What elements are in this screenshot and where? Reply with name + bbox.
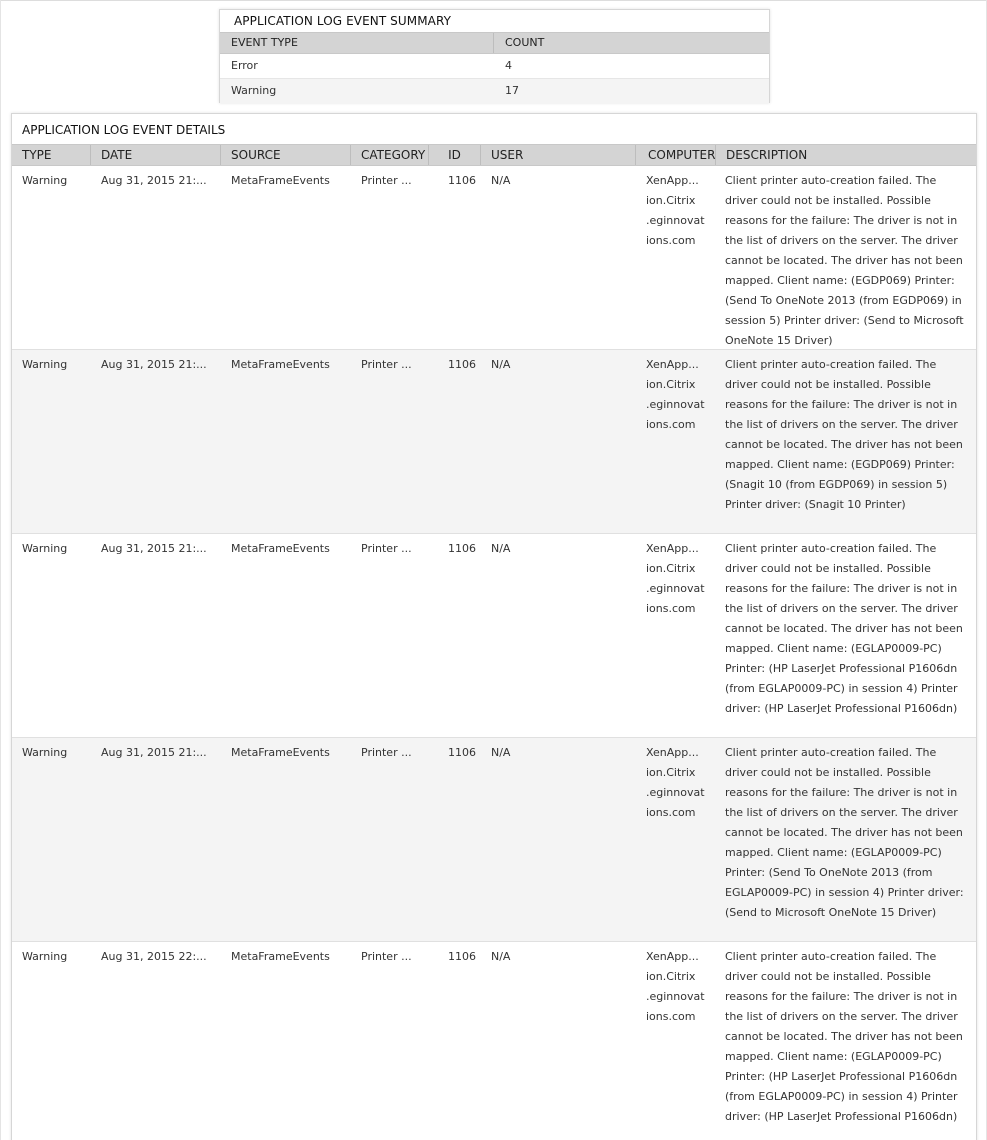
summary-header-event-type[interactable]: EVENT TYPE <box>220 33 494 53</box>
cell-id: 1106 <box>448 950 476 963</box>
header-computer[interactable]: COMPUTER <box>636 145 716 165</box>
computer-line: XenApp... <box>646 950 699 963</box>
computer-line: XenApp... <box>646 746 699 759</box>
table-row[interactable] <box>12 166 976 350</box>
cell-date: Aug 31, 2015 21:... <box>101 358 207 371</box>
header-type[interactable]: TYPE <box>12 145 91 165</box>
cell-user: N/A <box>491 358 511 371</box>
details-header-row <box>12 144 976 166</box>
computer-line: XenApp... <box>646 174 699 187</box>
summary-title: APPLICATION LOG EVENT SUMMARY <box>234 14 452 28</box>
computer-line: XenApp... <box>646 542 699 555</box>
cell-category: Printer ... <box>361 542 412 555</box>
table-row[interactable] <box>12 738 976 942</box>
summary-count: 17 <box>505 84 519 97</box>
top-divider <box>0 0 987 1</box>
header-id[interactable]: ID <box>429 145 481 165</box>
cell-user: N/A <box>491 950 511 963</box>
cell-description: Client printer auto-creation failed. The driver could not be installed. Possible reasons for the failure: The driver is not in the list of drivers on the server. The driver cannot be located. The driver has not been mapped. Client name: (EGLAP0009-PC) Printer: (Send To OneNote 2013 (from EGLAP0009-PC) in session 4) Printer driver: (Send to Microsoft OneNote 15 Driver) <box>725 746 964 919</box>
computer-line: .eginnovat <box>646 214 705 227</box>
cell-id: 1106 <box>448 746 476 759</box>
cell-type: Warning <box>22 358 68 371</box>
details-title: APPLICATION LOG EVENT DETAILS <box>22 123 226 137</box>
computer-line: ion.Citrix <box>646 970 696 983</box>
event-details-panel <box>11 113 977 1140</box>
header-category[interactable]: CATEGORY <box>351 145 429 165</box>
cell-id: 1106 <box>448 358 476 371</box>
cell-type: Warning <box>22 542 68 555</box>
computer-line: .eginnovat <box>646 990 705 1003</box>
header-description[interactable]: DESCRIPTION <box>726 148 808 162</box>
cell-user: N/A <box>491 746 511 759</box>
cell-date: Aug 31, 2015 21:... <box>101 542 207 555</box>
header-date[interactable]: DATE <box>91 145 221 165</box>
cell-user: N/A <box>491 174 511 187</box>
cell-source: MetaFrameEvents <box>231 746 330 759</box>
table-row[interactable] <box>12 534 976 738</box>
cell-date: Aug 31, 2015 22:... <box>101 950 207 963</box>
cell-computer <box>646 355 710 435</box>
summary-header-count[interactable]: COUNT <box>505 36 545 49</box>
left-border <box>0 0 1 1140</box>
cell-description: Client printer auto-creation failed. The driver could not be installed. Possible reasons for the failure: The driver is not in the list of drivers on the server. The driver cannot be located. The driver has not been mapped. Client name: (EGLAP0009-PC) Printer: (HP LaserJet Professional P1606dn (from EGLAP0009-PC) in session 4) Printer driver: (HP LaserJet Professional P1606dn) <box>725 542 963 715</box>
computer-line: ions.com <box>646 806 696 819</box>
cell-description: Client printer auto-creation failed. The driver could not be installed. Possible reasons for the failure: The driver is not in the list of drivers on the server. The driver cannot be located. The driver has not been mapped. Client name: (EGDP069) Printer: (Snagit 10 (from EGDP069) in session 5) Printer driver: (Snagit 10 Printer) <box>725 358 963 511</box>
cell-source: MetaFrameEvents <box>231 358 330 371</box>
cell-category: Printer ... <box>361 174 412 187</box>
cell-description: Client printer auto-creation failed. The driver could not be installed. Possible reasons for the failure: The driver is not in the list of drivers on the server. The driver cannot be located. The driver has not been mapped. Client name: (EGLAP0009-PC) Printer: (HP LaserJet Professional P1606dn (from EGLAP0009-PC) in session 4) Printer driver: (HP LaserJet Professional P1606dn) <box>725 950 963 1123</box>
cell-source: MetaFrameEvents <box>231 950 330 963</box>
computer-line: ions.com <box>646 418 696 431</box>
cell-type: Warning <box>22 174 68 187</box>
cell-type: Warning <box>22 950 68 963</box>
cell-computer <box>646 947 710 1027</box>
summary-count: 4 <box>505 59 512 72</box>
cell-category: Printer ... <box>361 746 412 759</box>
summary-event-type: Error <box>231 59 258 72</box>
cell-type: Warning <box>22 746 68 759</box>
summary-event-type: Warning <box>231 84 277 97</box>
cell-computer <box>646 171 710 251</box>
cell-source: MetaFrameEvents <box>231 542 330 555</box>
computer-line: ion.Citrix <box>646 562 696 575</box>
cell-source: MetaFrameEvents <box>231 174 330 187</box>
computer-line: ion.Citrix <box>646 194 696 207</box>
cell-user: N/A <box>491 542 511 555</box>
summary-header-row <box>220 32 769 54</box>
cell-computer <box>646 743 710 823</box>
cell-computer <box>646 539 710 619</box>
computer-line: ions.com <box>646 234 696 247</box>
cell-category: Printer ... <box>361 950 412 963</box>
table-row[interactable] <box>12 350 976 534</box>
event-summary-panel <box>219 9 770 103</box>
cell-description: Client printer auto-creation failed. The driver could not be installed. Possible reasons for the failure: The driver is not in the list of drivers on the server. The driver cannot be located. The driver has not been mapped. Client name: (EGDP069) Printer: (Send To OneNote 2013 (from EGDP069) in session 5) Printer driver: (Send to Microsoft OneNote 15 Driver) <box>725 174 964 347</box>
computer-line: ions.com <box>646 1010 696 1023</box>
cell-category: Printer ... <box>361 358 412 371</box>
cell-date: Aug 31, 2015 21:... <box>101 174 207 187</box>
computer-line: ion.Citrix <box>646 766 696 779</box>
computer-line: ion.Citrix <box>646 378 696 391</box>
computer-line: .eginnovat <box>646 582 705 595</box>
computer-line: .eginnovat <box>646 398 705 411</box>
summary-row-error[interactable] <box>220 54 769 79</box>
cell-id: 1106 <box>448 174 476 187</box>
computer-line: ions.com <box>646 602 696 615</box>
header-user[interactable]: USER <box>481 145 636 165</box>
summary-row-warning[interactable] <box>220 79 769 103</box>
table-row[interactable] <box>12 942 976 1140</box>
computer-line: XenApp... <box>646 358 699 371</box>
header-source[interactable]: SOURCE <box>221 145 351 165</box>
computer-line: .eginnovat <box>646 786 705 799</box>
cell-date: Aug 31, 2015 21:... <box>101 746 207 759</box>
cell-id: 1106 <box>448 542 476 555</box>
